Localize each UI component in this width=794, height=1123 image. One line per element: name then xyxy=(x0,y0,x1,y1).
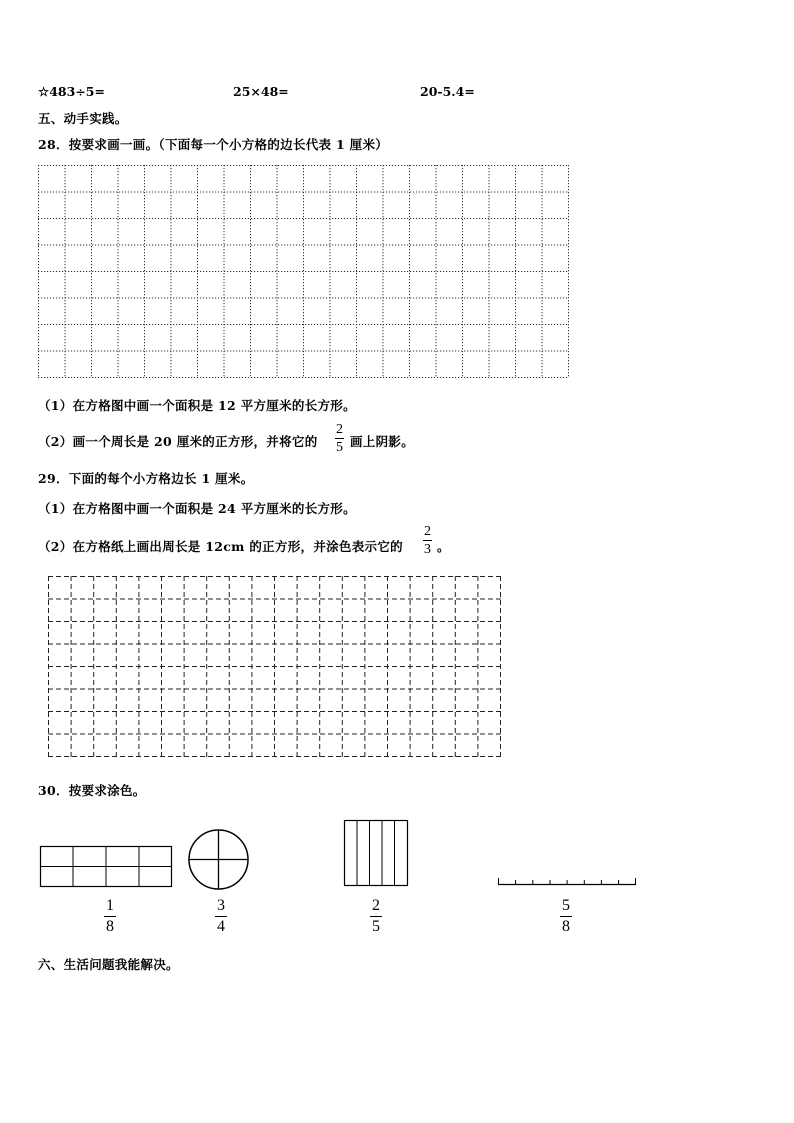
q28-sub1: （1）在方格图中画一个面积是 12 平方厘米的长方形。 xyxy=(38,398,356,413)
q30-fraction-1 xyxy=(104,897,116,936)
section-5-title: 五、动手实践。 xyxy=(38,111,128,126)
q30-rectangle-5-strips[interactable] xyxy=(344,820,408,887)
q29-sub1: （1）在方格图中画一个面积是 24 平方厘米的长方形。 xyxy=(38,501,356,516)
fraction-bar xyxy=(370,916,382,917)
fraction-denominator: 5 xyxy=(336,440,343,455)
fraction-bar xyxy=(215,916,227,917)
calc-item-1: ☆483÷5= xyxy=(38,84,105,99)
q30-fraction-2 xyxy=(215,897,227,936)
q30-fraction-3 xyxy=(370,897,382,936)
q30-title: 30．按要求涂色。 xyxy=(38,783,146,798)
calc-item-3: 20-5.4= xyxy=(420,84,475,99)
fraction-denominator: 4 xyxy=(217,918,225,935)
calc-item-2: 25×48= xyxy=(233,84,289,99)
fraction-denominator: 5 xyxy=(372,918,380,935)
fraction-numerator: 3 xyxy=(217,897,225,914)
q28-sub2-after: 画上阴影。 xyxy=(350,434,415,449)
q30-circle-4-parts[interactable] xyxy=(188,829,250,891)
q30-segment-8-parts[interactable] xyxy=(498,876,638,888)
q28-sub2-fraction xyxy=(335,422,344,455)
section-6-title: 六、生活问题我能解决。 xyxy=(38,957,179,972)
fraction-bar xyxy=(104,916,116,917)
fraction-numerator: 2 xyxy=(336,422,343,437)
fraction-numerator: 5 xyxy=(562,897,570,914)
q29-sub2-after: 。 xyxy=(437,539,450,554)
fraction-numerator: 2 xyxy=(372,897,380,914)
fraction-bar xyxy=(335,438,344,439)
q28-grid[interactable] xyxy=(38,165,569,378)
fraction-bar xyxy=(560,916,572,917)
q30-rectangle-8-parts[interactable] xyxy=(40,846,172,888)
q29-sub2-fraction xyxy=(423,524,432,557)
fraction-denominator: 3 xyxy=(424,542,431,557)
fraction-numerator: 2 xyxy=(424,524,431,539)
fraction-denominator: 8 xyxy=(106,918,114,935)
fraction-bar xyxy=(423,540,432,541)
fraction-denominator: 8 xyxy=(562,918,570,935)
q29-grid[interactable] xyxy=(48,576,501,757)
q30-fraction-4 xyxy=(560,897,572,936)
q29-sub2-text: （2）在方格纸上画出周长是 12cm 的正方形，并涂色表示它的 xyxy=(38,539,403,554)
q28-title: 28．按要求画一画。（下面每一个小方格的边长代表 1 厘米） xyxy=(38,137,389,152)
q28-sub2-text: （2）画一个周长是 20 厘米的正方形，并将它的 xyxy=(38,434,318,449)
fraction-numerator: 1 xyxy=(106,897,114,914)
q29-title: 29．下面的每个小方格边长 1 厘米。 xyxy=(38,471,254,486)
